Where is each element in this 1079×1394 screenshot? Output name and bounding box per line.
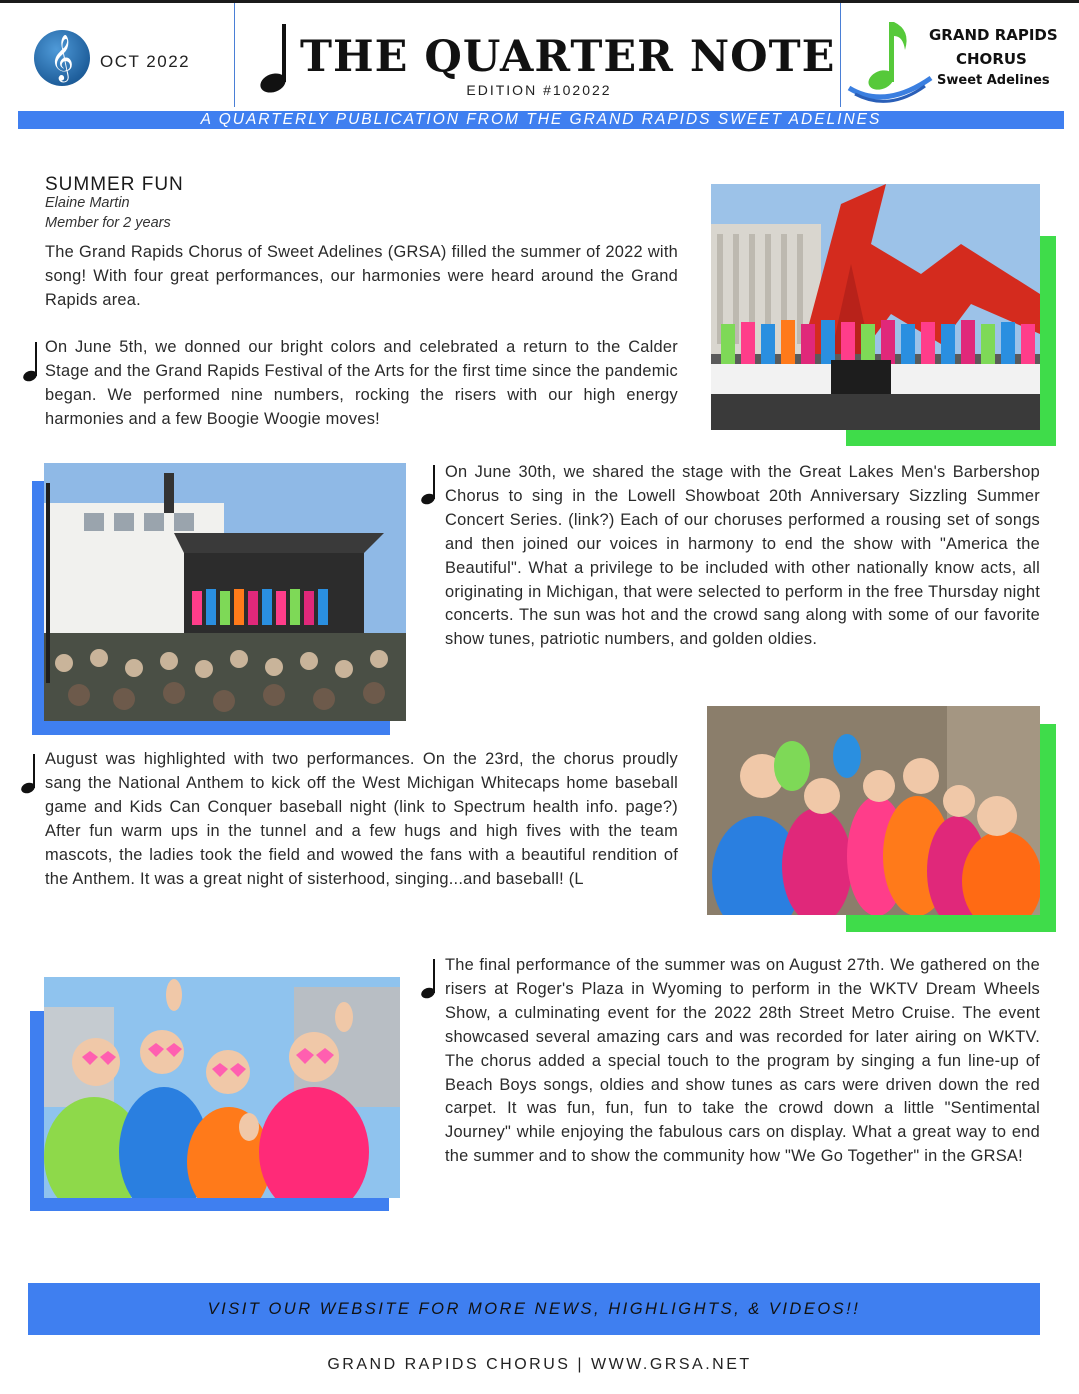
header-top-rule xyxy=(0,0,1079,3)
paragraph-august27: The final performance of the summer was on August 27th. We gathered on the risers at Roger's Plaza in Wyoming to perform in the WKTV Dream Wheels Show, a culminating event for the 2022 28th Street Metro Cruise. The event showcased several amazing cars and was recorded for later airing on WKTV. The chorus added a special touch to the program by singing a fun line-up of Beach Boys songs, oldies and show tunes as cars were driven down the red carpet. It was fun, fun, fun to take the crowd down a little "Sentimental Journey" while enjoying the fabulous cars on display. What a great way to end the summer and to show the community how "We Go Together" in the GRSA! xyxy=(445,956,1040,1166)
music-note-logo-icon xyxy=(845,14,935,106)
photo-heart-glasses xyxy=(44,977,400,1198)
quarter-note-bullet-icon xyxy=(420,463,438,507)
article-title: SUMMER FUN xyxy=(45,174,184,195)
quarter-note-bullet-icon xyxy=(20,752,38,796)
issue-date: OCT 2022 xyxy=(100,52,191,71)
chorus-logo xyxy=(845,14,1065,106)
newsletter-title: THE QUARTER NOTE xyxy=(300,32,836,82)
paragraph-august23: August was highlighted with two performances. On the 23rd, the chorus proudly sang the National Anthem to kick off the West Michigan Whitecaps home baseball game and Kids Can Conquer baseball night (link to Spectrum health info. page?) After fun warm ups in the tunnel and a few hugs and high fives with the team mascots, the ladies took the field and wowed the fans with a beautiful rendition of the Anthem. It was a great night of sisterhood, singing...and baseball! (L xyxy=(45,750,678,888)
quarter-note-icon xyxy=(258,22,292,94)
quarter-note-bullet-icon xyxy=(420,957,438,1001)
article-author-note: Member for 2 years xyxy=(45,215,171,231)
edition-number: EDITION #102022 xyxy=(466,82,612,98)
photo-calder-stage xyxy=(711,184,1040,430)
tagline-banner: A QUARTERLY PUBLICATION FROM THE GRAND RAPIDS SWEET ADELINES xyxy=(18,111,1064,129)
paragraph-intro: The Grand Rapids Chorus of Sweet Adelines (GRSA) filled the summer of 2022 with song! With four great performances, our harmonies were heard around the Grand Rapids area. xyxy=(45,243,678,309)
article-author: Elaine Martin xyxy=(45,195,130,211)
logo-text-line2: CHORUS xyxy=(956,50,1027,68)
treble-clef-logo-icon: 𝄞 xyxy=(34,30,90,86)
footer-contact: GRAND RAPIDS CHORUS | WWW.GRSA.NET xyxy=(327,1356,752,1373)
paragraph-june5: On June 5th, we donned our bright colors and celebrated a return to the Calder Stage and the Grand Rapids Festival of the Arts for the first time since the pandemic began. We performed nine numbers, rocking the risers with our high energy harmonies and a few Boogie Woogie moves! xyxy=(45,338,678,428)
logo-text-line3: Sweet Adelines xyxy=(937,73,1050,88)
photo-tunnel-group xyxy=(707,706,1040,915)
logo-text-line1: GRAND RAPIDS xyxy=(929,26,1058,44)
header-divider-right xyxy=(840,3,841,107)
paragraph-june30: On June 30th, we shared the stage with the Great Lakes Men's Barbershop Chorus to sing in the Lowell Showboat 20th Anniversary Sizzling Summer Concert Series. (link?) Each of our choruses performed a rousing set of songs and then joined our voices in harmony to end the show with "America the Beautiful". What a privilege to be included with other nationally know acts, all originating in Michigan, that were selected to perform in the free Thursday night concerts. The sun was hot and the crowd sang along with some of our favorite show tunes, patriotic numbers, and golden oldies. xyxy=(445,463,1040,649)
website-cta-banner[interactable]: VISIT OUR WEBSITE FOR MORE NEWS, HIGHLIGHTS, & VIDEOS!! xyxy=(28,1283,1040,1335)
photo-lowell-showboat xyxy=(44,463,406,721)
header-divider-left xyxy=(234,3,235,107)
quarter-note-bullet-icon xyxy=(22,340,40,384)
